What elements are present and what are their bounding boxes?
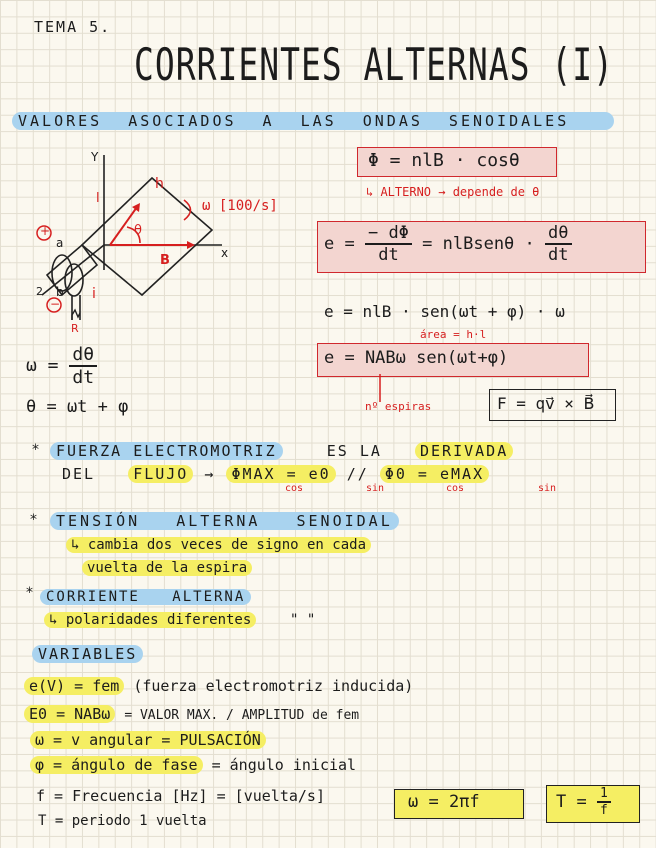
emf-num-1: − dΦ <box>365 223 412 245</box>
emf-mid: = nlBsenθ · <box>422 234 535 254</box>
variable-row-f: f = Frecuencia [Hz] = [vuelta/s] <box>36 787 325 805</box>
label-minus: − <box>50 297 61 311</box>
variable-row-t: T = periodo 1 vuelta <box>38 813 207 829</box>
label-b-field: B <box>160 253 170 268</box>
variable-emf-hl: e(V) = fem <box>24 677 124 695</box>
label-2: 2 <box>36 285 43 298</box>
corriente-heading: CORRIENTE ALTERNA <box>40 589 251 605</box>
emf-expanded-formula: e = nlB · sen(ωt + φ) · ω <box>324 302 565 321</box>
flux-note: ↳ ALTERNO → depende de θ <box>366 185 540 199</box>
fem-sin-2: sin <box>538 483 557 494</box>
tension-bullet: * <box>30 512 37 528</box>
rotating-coil-diagram <box>22 145 312 335</box>
variable-row-emf <box>24 677 413 695</box>
variable-e0-rest: = VALOR MAX. / AMPLITUD de fem <box>124 708 360 723</box>
variable-phi-rest: = ángulo inicial <box>211 756 357 774</box>
omega-denominator: dt <box>72 367 95 388</box>
label-h: h <box>155 176 164 192</box>
fem-cos-1: cos <box>285 483 304 494</box>
variable-e0-hl: E0 = NABω <box>24 705 115 723</box>
corriente-line-1 <box>44 612 315 628</box>
period-lhs: T = <box>556 792 587 812</box>
corriente-bullet: * <box>26 585 33 601</box>
variable-row-e0 <box>24 705 359 723</box>
variable-emf-rest: (fuerza electromotriz inducida) <box>133 677 414 695</box>
emf-den-1: dt <box>378 245 399 265</box>
fem-phi0: Φ0 = eMAX <box>380 465 489 483</box>
fem-del: DEL <box>62 465 96 483</box>
label-plus: + <box>40 224 51 238</box>
corriente-ditto: " " <box>290 612 316 628</box>
label-l: l <box>96 191 100 206</box>
lorentz-formula: F = qv⃗ × B⃗ <box>497 394 595 413</box>
emf-final-formula: e = NABω sen(ωt+φ) <box>324 348 509 368</box>
fem-cos-2: cos <box>446 483 465 494</box>
fem-phimax: ΦMAX = e0 <box>226 465 335 483</box>
variables-heading: VARIABLES <box>32 645 143 663</box>
fem-flujo: FLUJO <box>128 465 193 483</box>
section-heading-values: VALORES ASOCIADOS A LAS ONDAS SENOIDALES <box>12 112 614 130</box>
axis-y-label: Y <box>91 150 99 164</box>
flux-formula: Φ = nlB · cosθ <box>368 150 520 171</box>
fem-sin-1: sin <box>366 483 385 494</box>
label-b-terminal: b <box>56 285 64 299</box>
omega-derivative-formula <box>26 344 97 388</box>
theta-formula: θ = ωt + φ <box>26 397 129 417</box>
emf-fraction-2 <box>545 223 571 265</box>
emf-lhs: e = <box>324 234 355 254</box>
fem-es-la: ES LA <box>326 442 382 460</box>
tension-line-2 <box>82 560 252 576</box>
emf-fraction-1 <box>365 223 412 265</box>
period-fraction <box>597 786 611 818</box>
omega-rotation-label: ω [100/s] <box>202 198 278 214</box>
tension-heading: TENSIÓN ALTERNA SENOIDAL <box>50 512 399 530</box>
area-note: área = h·l <box>420 328 487 341</box>
espiras-note: nº espiras <box>365 400 432 413</box>
fem-separator: // <box>346 465 369 483</box>
corriente-text-1: ↳ polaridades diferentes <box>44 612 256 628</box>
period-numerator: 1 <box>597 786 611 803</box>
variable-row-phi <box>30 756 356 774</box>
omega-numerator: dθ <box>69 344 97 367</box>
emf-den-2: dt <box>548 245 569 265</box>
variable-row-omega <box>30 731 266 749</box>
page-title: CORRIENTES ALTERNAS (I) <box>134 38 614 91</box>
fem-bullet: * <box>32 442 39 458</box>
variable-omega-hl: ω = v angular = PULSACIÓN <box>30 731 266 749</box>
emf-num-2: dθ <box>545 223 571 245</box>
omega-fraction <box>69 344 97 388</box>
label-a: a <box>56 236 64 250</box>
tension-text-2: vuelta de la espira <box>82 560 252 576</box>
label-i: i <box>92 286 96 302</box>
label-theta: θ <box>134 223 142 238</box>
fem-arrow: → <box>204 465 216 483</box>
fem-line-2 <box>62 465 489 483</box>
omega-lhs: ω = <box>26 355 59 376</box>
axis-x-label: x <box>221 246 229 260</box>
omega-2pif-formula: ω = 2πf <box>408 792 480 812</box>
fem-line-1 <box>50 442 513 460</box>
fem-derivada: DERIVADA <box>415 442 513 460</box>
fem-heading: FUERZA ELECTROMOTRIZ <box>50 442 283 460</box>
emf-derivative-formula <box>324 223 572 265</box>
tension-text-1: ↳ cambia dos veces de signo en cada <box>66 537 371 553</box>
variable-phi-hl: φ = ángulo de fase <box>30 756 203 774</box>
label-r: R <box>71 322 79 335</box>
topic-number: TEMA 5. <box>34 18 112 36</box>
period-denominator: f <box>599 803 608 818</box>
tension-line-1 <box>66 537 371 553</box>
period-formula <box>556 786 611 818</box>
